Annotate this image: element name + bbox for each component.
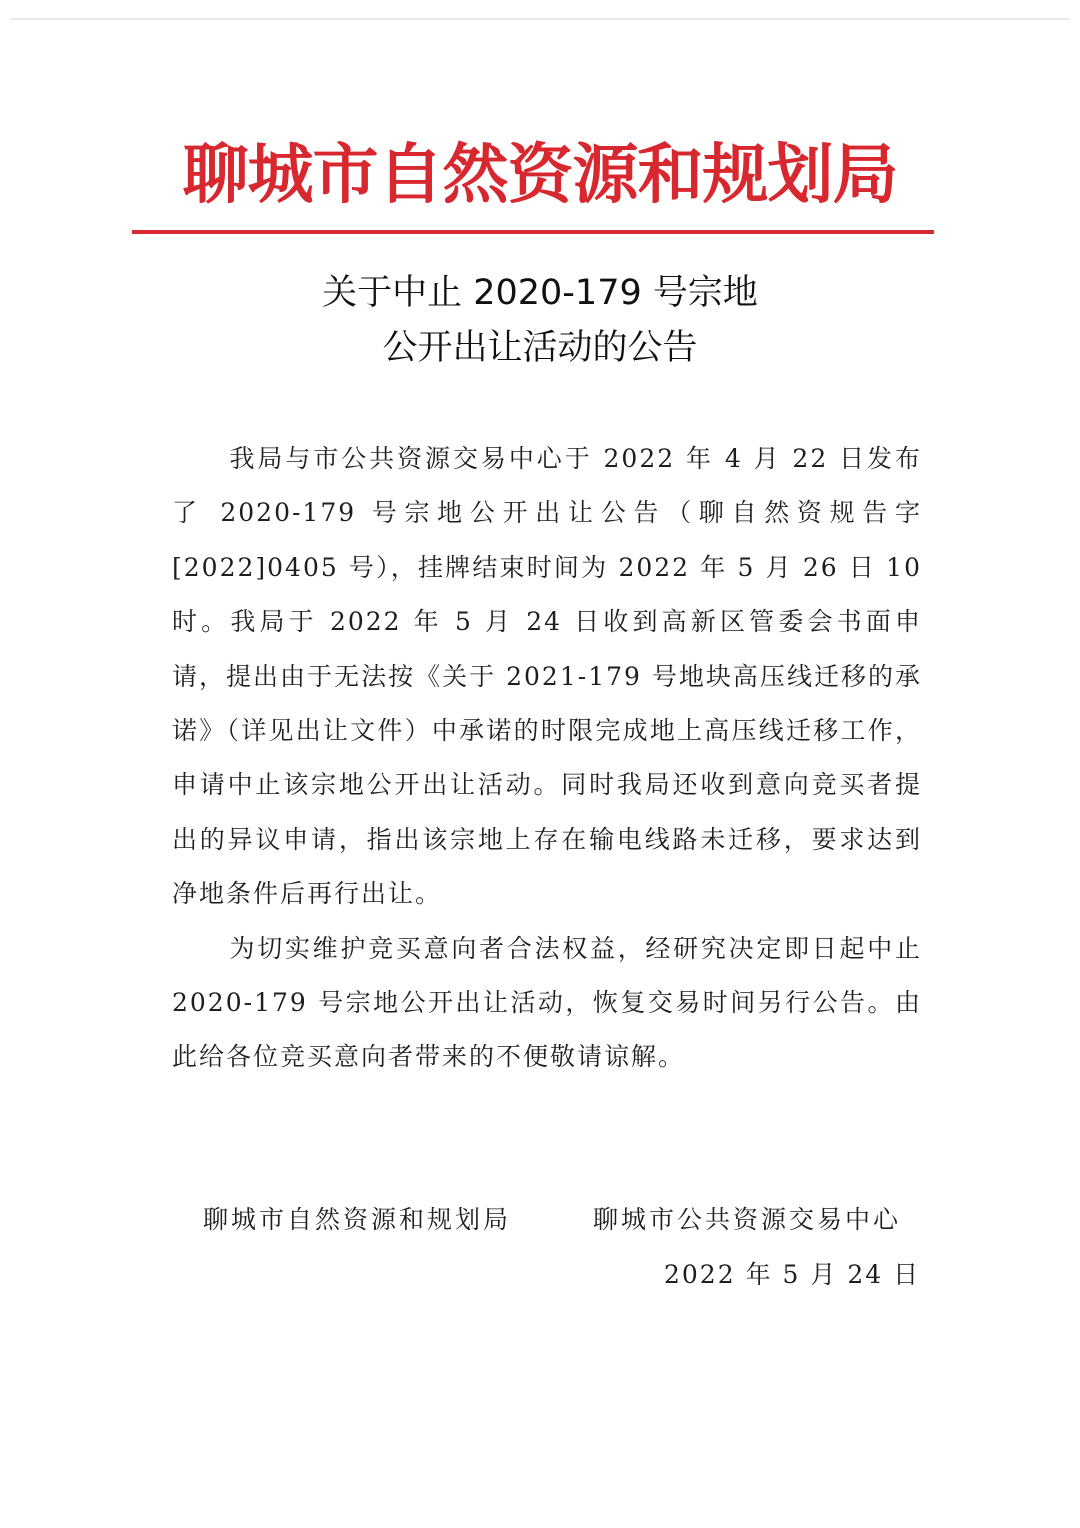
signature-date: 2022 年 5 月 24 日 (664, 1260, 921, 1289)
notice-paragraph-2: 为切实维护竞买意向者合法权益，经研究决定即日起中止 2020-179 号宗地公开出让活动，恢复交易时间另行公告。由此给各位竞买意向者带来的不便敬请谅解。 (172, 933, 922, 1072)
letterhead-red-divider (132, 230, 934, 234)
notice-title (0, 266, 1080, 376)
notice-title-line-1: 关于中止 2020-179 号宗地 (322, 273, 758, 313)
signature-issuer-trading-center: 聊城市公共资源交易中心 (593, 1205, 902, 1234)
letterhead: 聊城市自然资源和规划局 (182, 135, 898, 213)
notice-body (172, 432, 922, 1085)
scan-edge-line (10, 18, 1070, 20)
notice-title-line-2: 公开出让活动的公告 (382, 328, 698, 368)
signature-issuer-bureau: 聊城市自然资源和规划局 (203, 1205, 512, 1234)
notice-paragraph-1: 我局与市公共资源交易中心于 2022 年 4 月 22 日发布了 2020-179 号宗地公开出让公告（聊自然资规告字[2022]0405 号），挂牌结束时间为 2022 年 5 月 26 日 10 时。我局于 2022 年 5 月 24 日收到高新区管委会书面申请，提出由于无法按《关于 2021-179 号地块高压线迁移的承诺》（详见出让文件）中承诺的时限完成地上高压线迁移工作，申请中止该宗地公开出让活动。同时我局还收到意向竞买者提出的异议申请，指出该宗地上存在输电线路未迁移，要求达到净地条件后再行出让。 (172, 444, 922, 909)
